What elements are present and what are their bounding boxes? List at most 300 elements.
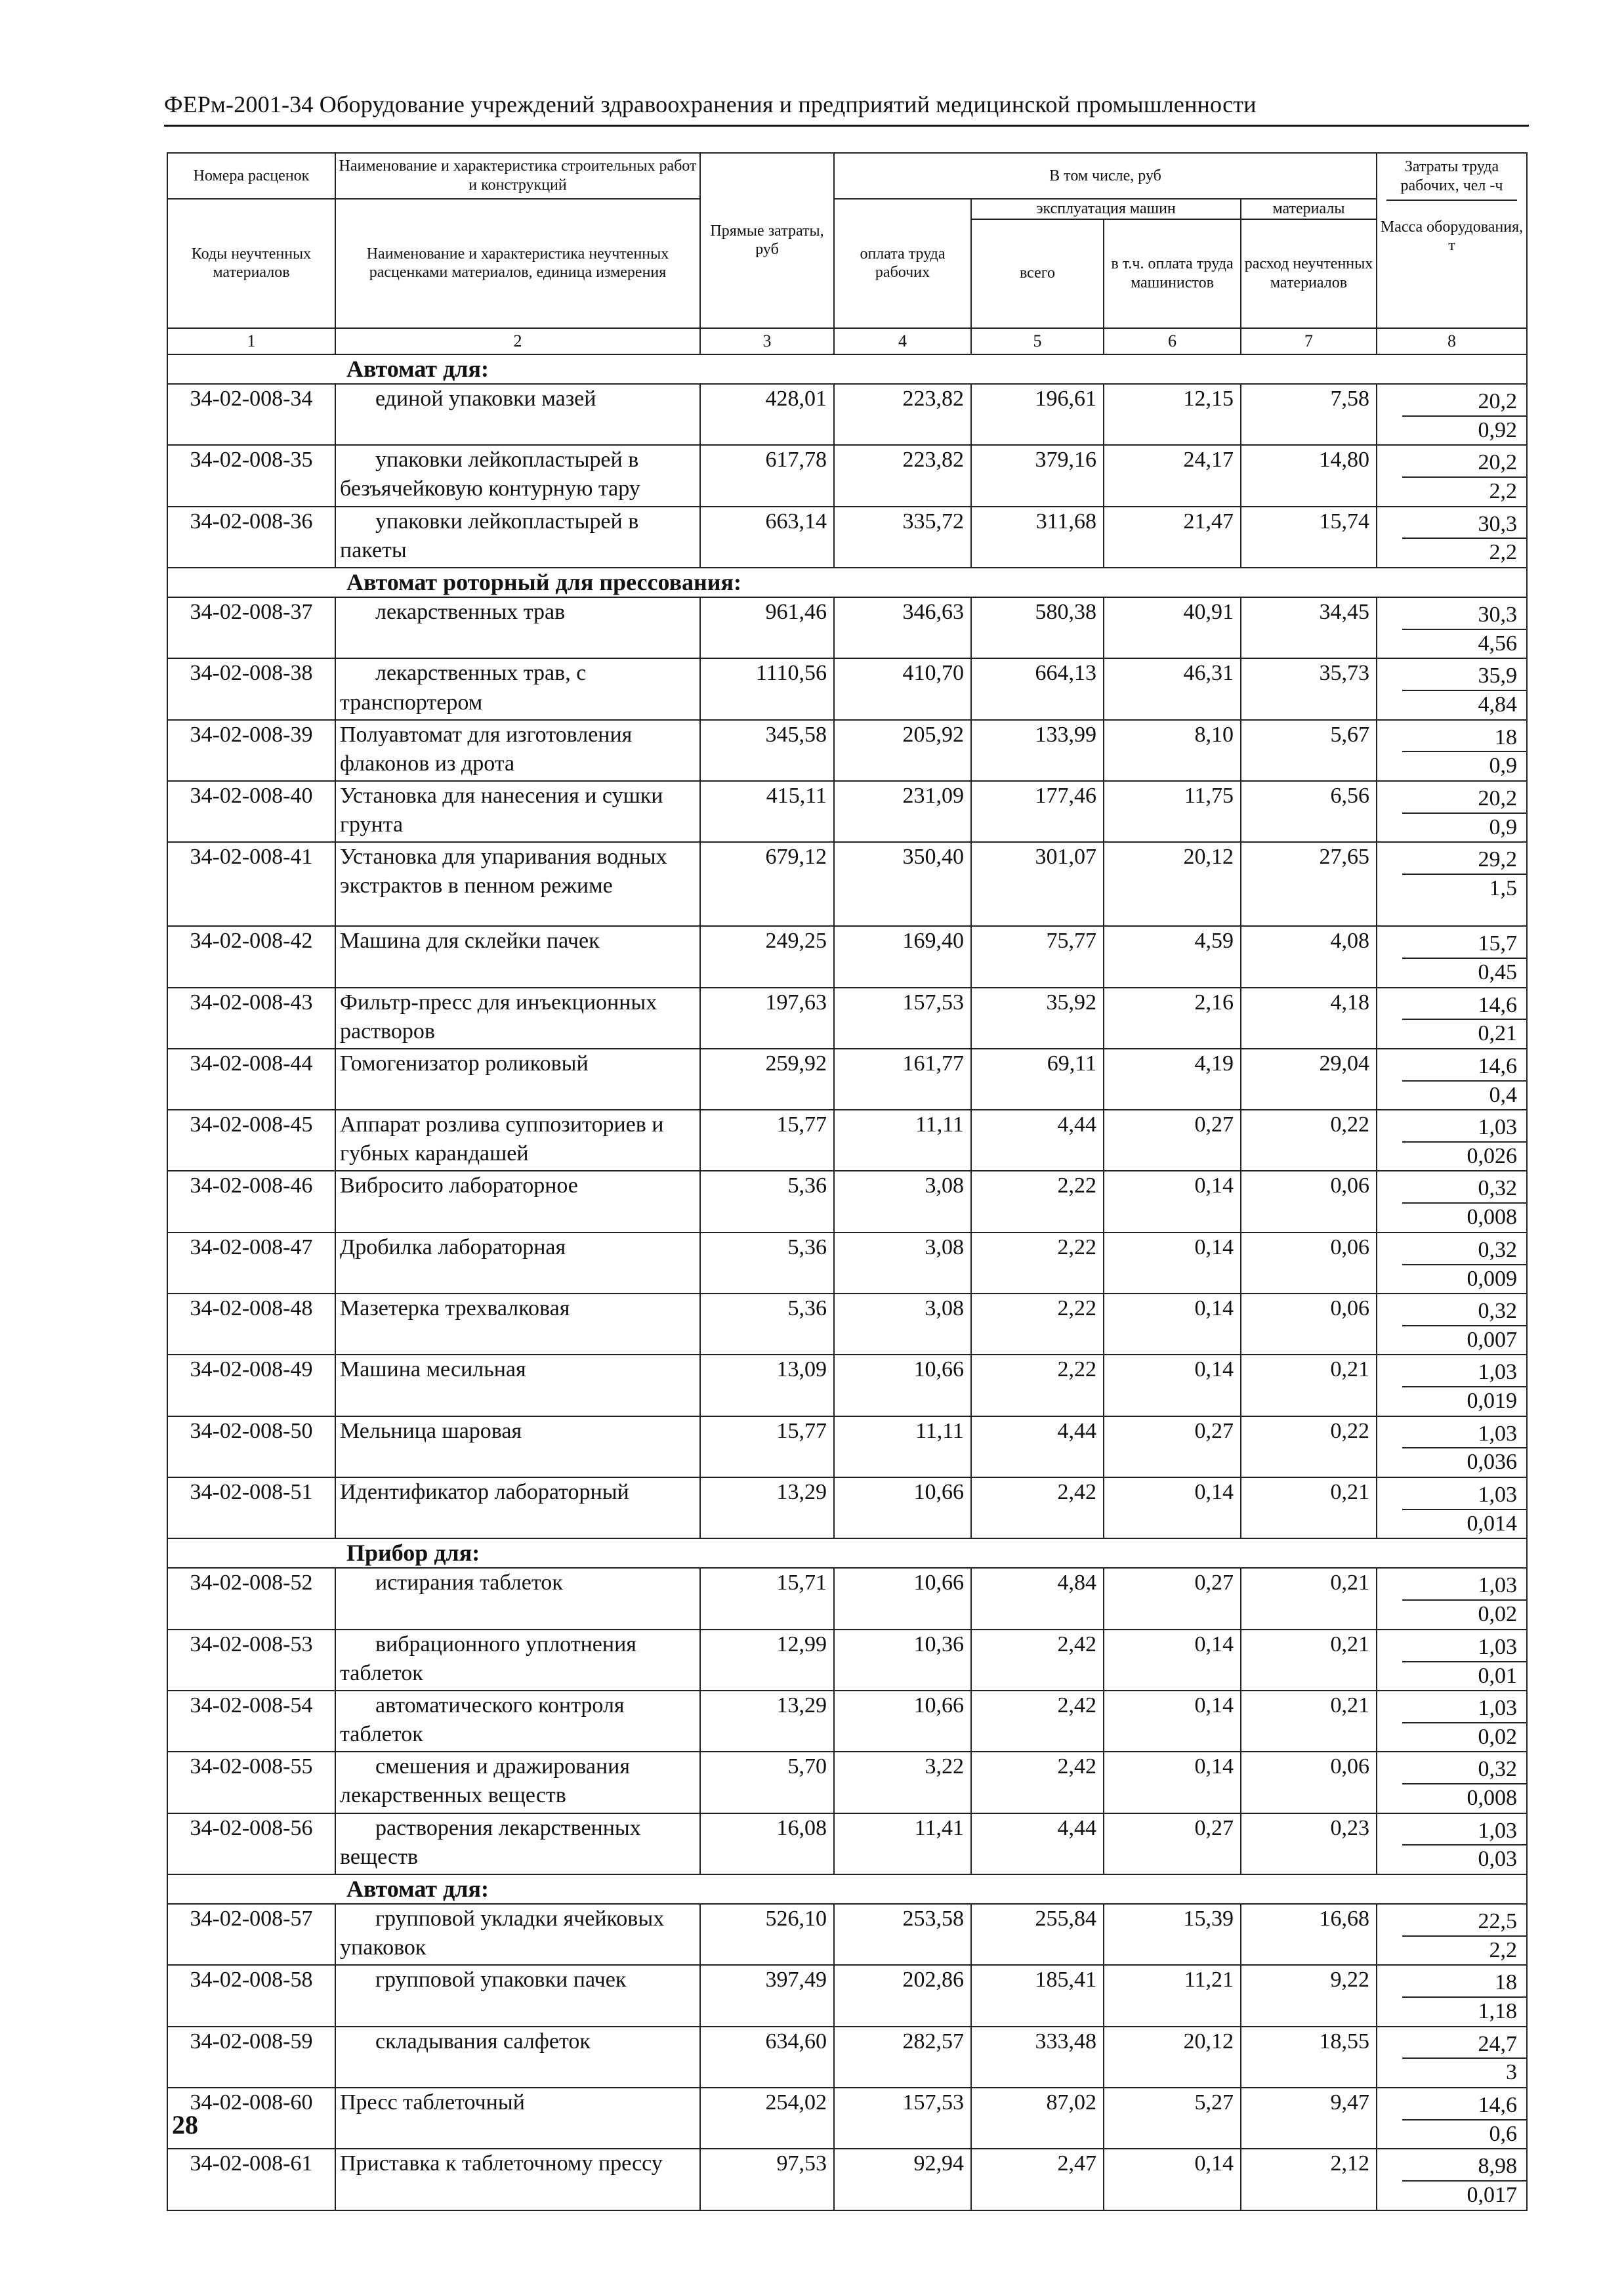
table-row	[167, 597, 1527, 658]
direct-costs: 5,70	[700, 1752, 834, 1813]
direct-costs: 617,78	[700, 445, 834, 506]
rate-code: 34-02-008-50	[167, 1416, 335, 1477]
labor-mass-cell	[1377, 1233, 1527, 1294]
direct-costs: 5,36	[700, 1171, 834, 1232]
machine-total: 75,77	[971, 926, 1104, 987]
machinist-pay: 0,27	[1104, 1568, 1241, 1629]
machinist-pay: 40,91	[1104, 597, 1241, 658]
worker-pay: 231,09	[834, 781, 971, 842]
rate-code: 34-02-008-39	[167, 720, 335, 781]
materials-cost: 27,65	[1241, 842, 1377, 926]
rate-name-text: Приставка к таблеточному прессу	[340, 2151, 663, 2176]
table-body	[167, 354, 1527, 2210]
machinist-pay: 11,75	[1104, 781, 1241, 842]
labor-mass-cell	[1377, 988, 1527, 1049]
machine-total: 2,22	[971, 1355, 1104, 1416]
machinist-pay: 0,14	[1104, 1294, 1241, 1355]
materials-cost: 2,12	[1241, 2149, 1377, 2210]
header-machine-total: всего	[971, 219, 1104, 328]
direct-costs: 197,63	[700, 988, 834, 1049]
rate-code: 34-02-008-56	[167, 1813, 335, 1874]
equipment-mass: 0,92	[1478, 417, 1517, 442]
header-equipment-mass: Масса оборудования, т	[1380, 218, 1524, 255]
labor-costs: 20,2	[1402, 446, 1526, 478]
table-row	[167, 384, 1527, 445]
worker-pay: 157,53	[834, 2088, 971, 2149]
equipment-mass: 0,02	[1478, 1724, 1517, 1749]
worker-pay: 157,53	[834, 988, 971, 1049]
header-material-usage: расход неучтенных материалов	[1241, 219, 1377, 328]
equipment-mass: 0,02	[1478, 1602, 1517, 1627]
table-row	[167, 658, 1527, 719]
direct-costs: 397,49	[700, 1965, 834, 2026]
materials-cost: 0,06	[1241, 1752, 1377, 1813]
materials-cost: 34,45	[1241, 597, 1377, 658]
worker-pay: 10,66	[834, 1355, 971, 1416]
rate-name-text: смешения и дражирования лекарственных веществ	[340, 1754, 630, 1808]
header-machinist-pay: в т.ч. оплата труда машинистов	[1104, 219, 1241, 328]
machine-total: 87,02	[971, 2088, 1104, 2149]
machine-total: 35,92	[971, 988, 1104, 1049]
labor-mass-cell	[1377, 926, 1527, 987]
rate-name	[335, 1691, 700, 1752]
header-materials: материалы	[1241, 199, 1377, 219]
rate-name-text: Пресс таблеточный	[340, 2090, 525, 2115]
worker-pay: 205,92	[834, 720, 971, 781]
equipment-mass: 1,5	[1489, 876, 1517, 901]
rate-code: 34-02-008-60	[167, 2088, 335, 2149]
column-number: 1	[167, 328, 335, 354]
equipment-mass: 3	[1506, 2060, 1517, 2085]
machine-total: 2,42	[971, 1630, 1104, 1691]
worker-pay: 350,40	[834, 842, 971, 926]
equipment-mass: 4,84	[1478, 692, 1517, 717]
direct-costs: 15,77	[700, 1416, 834, 1477]
machinist-pay: 0,14	[1104, 1233, 1241, 1294]
direct-costs: 5,36	[700, 1294, 834, 1355]
worker-pay: 3,08	[834, 1233, 971, 1294]
materials-cost: 0,21	[1241, 1355, 1377, 1416]
direct-costs: 526,10	[700, 1904, 834, 1965]
table-row	[167, 1110, 1527, 1171]
rate-code: 34-02-008-57	[167, 1904, 335, 1965]
materials-cost: 4,08	[1241, 926, 1377, 987]
page-number: 28	[172, 2110, 198, 2140]
direct-costs: 1110,56	[700, 658, 834, 719]
labor-mass-cell	[1377, 1171, 1527, 1232]
materials-cost: 0,21	[1241, 1568, 1377, 1629]
rate-code: 34-02-008-45	[167, 1110, 335, 1171]
materials-cost: 0,23	[1241, 1813, 1377, 1874]
table-row	[167, 1752, 1527, 1813]
worker-pay: 10,66	[834, 1477, 971, 1538]
rate-code: 34-02-008-58	[167, 1965, 335, 2026]
rate-name-text: упаковки лейкопластырей в пакеты	[340, 509, 639, 562]
column-number: 7	[1241, 328, 1377, 354]
rate-code: 34-02-008-51	[167, 1477, 335, 1538]
rate-name	[335, 1477, 700, 1538]
worker-pay: 11,41	[834, 1813, 971, 1874]
section-title: Автомат роторный для прессования:	[167, 568, 1527, 597]
rate-name	[335, 658, 700, 719]
direct-costs: 12,99	[700, 1630, 834, 1691]
machine-total: 185,41	[971, 1965, 1104, 2026]
labor-mass-cell	[1377, 658, 1527, 719]
equipment-mass: 0,014	[1467, 1511, 1517, 1536]
rate-name	[335, 1294, 700, 1355]
header-worker-pay: оплата труда рабочих	[834, 199, 971, 328]
worker-pay: 335,72	[834, 507, 971, 568]
direct-costs: 428,01	[700, 384, 834, 445]
header-direct-costs: Прямые затраты, руб	[700, 153, 834, 328]
materials-cost: 29,04	[1241, 1049, 1377, 1110]
labor-mass-cell	[1377, 507, 1527, 568]
rate-code: 34-02-008-38	[167, 658, 335, 719]
table-row	[167, 445, 1527, 506]
machinist-pay: 0,14	[1104, 2149, 1241, 2210]
labor-costs: 1,03	[1402, 1814, 1526, 1846]
column-number: 2	[335, 328, 700, 354]
rate-name	[335, 445, 700, 506]
labor-mass-cell	[1377, 2088, 1527, 2149]
materials-cost: 5,67	[1241, 720, 1377, 781]
machinist-pay: 0,14	[1104, 1355, 1241, 1416]
labor-costs: 15,7	[1402, 927, 1526, 959]
header-rate-name: Наименование и характеристика строительных работ и конструкций	[335, 153, 700, 199]
rate-name-text: Машина месильная	[340, 1357, 526, 1382]
materials-cost: 9,47	[1241, 2088, 1377, 2149]
rate-name	[335, 507, 700, 568]
materials-cost: 35,73	[1241, 658, 1377, 719]
machine-total: 2,42	[971, 1477, 1104, 1538]
machinist-pay: 0,14	[1104, 1477, 1241, 1538]
rate-name-text: истирания таблеток	[375, 1571, 563, 1595]
labor-mass-cell	[1377, 1691, 1527, 1752]
rate-name-text: Машина для склейки пачек	[340, 929, 600, 954]
rate-code: 34-02-008-47	[167, 1233, 335, 1294]
labor-mass-cell	[1377, 445, 1527, 506]
labor-costs: 20,2	[1402, 385, 1526, 417]
materials-cost: 0,21	[1241, 1630, 1377, 1691]
materials-cost: 18,55	[1241, 2027, 1377, 2088]
direct-costs: 345,58	[700, 720, 834, 781]
column-number: 3	[700, 328, 834, 354]
labor-costs: 1,03	[1402, 1569, 1526, 1601]
machinist-pay: 20,12	[1104, 2027, 1241, 2088]
equipment-mass: 0,03	[1478, 1847, 1517, 1872]
direct-costs: 249,25	[700, 926, 834, 987]
table-row	[167, 1691, 1527, 1752]
rate-name-text: растворения лекарственных веществ	[340, 1815, 641, 1869]
worker-pay: 410,70	[834, 658, 971, 719]
machinist-pay: 4,19	[1104, 1049, 1241, 1110]
table-row	[167, 988, 1527, 1049]
equipment-mass: 0,6	[1489, 2121, 1517, 2146]
machine-total: 196,61	[971, 384, 1104, 445]
machine-total: 379,16	[971, 445, 1104, 506]
equipment-mass: 0,4	[1489, 1082, 1517, 1107]
equipment-mass: 2,2	[1489, 540, 1517, 565]
materials-cost: 15,74	[1241, 507, 1377, 568]
machinist-pay: 11,21	[1104, 1965, 1241, 2026]
rate-name-text: Фильтр-пресс для инъекционных растворов	[340, 990, 657, 1044]
worker-pay: 92,94	[834, 2149, 971, 2210]
machinist-pay: 15,39	[1104, 1904, 1241, 1965]
worker-pay: 169,40	[834, 926, 971, 987]
rate-name-text: вибрационного уплотнения таблеток	[340, 1632, 636, 1685]
machinist-pay: 0,14	[1104, 1752, 1241, 1813]
rate-name	[335, 1049, 700, 1110]
rate-name	[335, 2088, 700, 2149]
machine-total: 4,44	[971, 1416, 1104, 1477]
labor-costs: 1,03	[1402, 1355, 1526, 1387]
table-row	[167, 1416, 1527, 1477]
direct-costs: 259,92	[700, 1049, 834, 1110]
rate-code: 34-02-008-46	[167, 1171, 335, 1232]
labor-mass-cell	[1377, 842, 1527, 926]
section-title: Прибор для:	[167, 1538, 1527, 1568]
table-row	[167, 720, 1527, 781]
table-row	[167, 1233, 1527, 1294]
table-row	[167, 2088, 1527, 2149]
worker-pay: 11,11	[834, 1416, 971, 1477]
worker-pay: 10,66	[834, 1568, 971, 1629]
rate-name	[335, 1965, 700, 2026]
rate-name-text: Мельница шаровая	[340, 1418, 522, 1443]
rate-name	[335, 1568, 700, 1629]
rate-name-text: групповой упаковки пачек	[375, 1968, 627, 1993]
rate-name	[335, 1171, 700, 1232]
rate-name-text: Аппарат розлива суппозиториев и губных карандашей	[340, 1112, 664, 1166]
machine-total: 2,42	[971, 1691, 1104, 1752]
worker-pay: 282,57	[834, 2027, 971, 2088]
labor-costs: 1,03	[1402, 1630, 1526, 1662]
section-row	[167, 568, 1527, 597]
rate-name	[335, 1355, 700, 1416]
labor-costs: 20,2	[1402, 782, 1526, 814]
equipment-mass: 0,009	[1467, 1266, 1517, 1291]
labor-costs: 30,3	[1402, 507, 1526, 539]
column-numbers-row	[167, 328, 1527, 354]
header-labor-mass	[1377, 153, 1527, 328]
machinist-pay: 0,14	[1104, 1630, 1241, 1691]
machinist-pay: 4,59	[1104, 926, 1241, 987]
rate-name	[335, 1752, 700, 1813]
rate-code: 34-02-008-49	[167, 1355, 335, 1416]
rates-table	[167, 152, 1528, 2211]
rate-name-text: Мазетерка трехвалковая	[340, 1296, 570, 1321]
labor-mass-cell	[1377, 781, 1527, 842]
rate-code: 34-02-008-61	[167, 2149, 335, 2210]
labor-costs: 1,03	[1402, 1478, 1526, 1510]
worker-pay: 202,86	[834, 1965, 971, 2026]
labor-costs: 0,32	[1402, 1171, 1526, 1204]
equipment-mass: 0,01	[1478, 1663, 1517, 1688]
labor-costs: 1,03	[1402, 1417, 1526, 1449]
rate-name	[335, 1416, 700, 1477]
column-number: 5	[971, 328, 1104, 354]
equipment-mass: 0,019	[1467, 1389, 1517, 1414]
rate-name-text: лекарственных трав	[375, 600, 566, 625]
materials-cost: 9,22	[1241, 1965, 1377, 2026]
machine-total: 4,44	[971, 1110, 1104, 1171]
labor-mass-cell	[1377, 384, 1527, 445]
table-row	[167, 781, 1527, 842]
machine-total: 2,22	[971, 1171, 1104, 1232]
worker-pay: 10,66	[834, 1691, 971, 1752]
machinist-pay: 21,47	[1104, 507, 1241, 568]
worker-pay: 3,22	[834, 1752, 971, 1813]
labor-costs: 0,32	[1402, 1752, 1526, 1784]
machine-total: 133,99	[971, 720, 1104, 781]
direct-costs: 15,71	[700, 1568, 834, 1629]
header-rate-number: Номера расценок	[167, 153, 335, 199]
equipment-mass: 2,2	[1489, 1937, 1517, 1962]
machinist-pay: 24,17	[1104, 445, 1241, 506]
machinist-pay: 0,14	[1104, 1171, 1241, 1232]
table-row	[167, 2149, 1527, 2210]
rate-name-text: групповой укладки ячейковых упаковок	[340, 1907, 665, 1960]
labor-mass-cell	[1377, 1813, 1527, 1874]
labor-costs: 0,32	[1402, 1233, 1526, 1265]
section-row	[167, 354, 1527, 384]
direct-costs: 13,29	[700, 1477, 834, 1538]
machine-total: 69,11	[971, 1049, 1104, 1110]
machine-total: 4,84	[971, 1568, 1104, 1629]
worker-pay: 10,36	[834, 1630, 971, 1691]
labor-mass-cell	[1377, 1110, 1527, 1171]
machinist-pay: 0,27	[1104, 1416, 1241, 1477]
materials-cost: 7,58	[1241, 384, 1377, 445]
equipment-mass: 0,007	[1467, 1327, 1517, 1352]
table-row	[167, 1813, 1527, 1874]
table-row	[167, 1355, 1527, 1416]
rate-name-text: Гомогенизатор роликовый	[340, 1051, 589, 1076]
column-number: 4	[834, 328, 971, 354]
equipment-mass: 0,45	[1478, 960, 1517, 985]
materials-cost: 0,22	[1241, 1110, 1377, 1171]
rate-name	[335, 1904, 700, 1965]
machine-total: 255,84	[971, 1904, 1104, 1965]
materials-cost: 14,80	[1241, 445, 1377, 506]
labor-costs: 1,03	[1402, 1691, 1526, 1723]
labor-mass-cell	[1377, 1904, 1527, 1965]
rate-name	[335, 384, 700, 445]
labor-costs: 35,9	[1402, 659, 1526, 691]
equipment-mass: 0,9	[1489, 814, 1517, 839]
machinist-pay: 46,31	[1104, 658, 1241, 719]
labor-mass-cell	[1377, 1416, 1527, 1477]
materials-cost: 0,06	[1241, 1294, 1377, 1355]
rate-code: 34-02-008-41	[167, 842, 335, 926]
header-material-names: Наименование и характеристика неучтенных расценками материалов, единица измерения	[335, 199, 700, 328]
direct-costs: 16,08	[700, 1813, 834, 1874]
direct-costs: 415,11	[700, 781, 834, 842]
rate-code: 34-02-008-54	[167, 1691, 335, 1752]
machine-total: 2,22	[971, 1233, 1104, 1294]
rate-name-text: лекарственных трав, с транспортером	[340, 661, 587, 715]
rate-name-text: Дробилка лабораторная	[340, 1234, 566, 1259]
table-row	[167, 842, 1527, 926]
labor-mass-cell	[1377, 1049, 1527, 1110]
equipment-mass: 0,036	[1467, 1450, 1517, 1475]
labor-costs: 14,6	[1402, 1049, 1526, 1082]
header-including: В том числе, руб	[834, 153, 1377, 199]
rate-name	[335, 597, 700, 658]
worker-pay: 223,82	[834, 445, 971, 506]
machine-total: 2,47	[971, 2149, 1104, 2210]
equipment-mass: 0,026	[1467, 1143, 1517, 1168]
table-row	[167, 926, 1527, 987]
machinist-pay: 12,15	[1104, 384, 1241, 445]
rate-code: 34-02-008-42	[167, 926, 335, 987]
direct-costs: 679,12	[700, 842, 834, 926]
machinist-pay: 0,27	[1104, 1813, 1241, 1874]
header-material-codes: Коды неучтенных материалов	[167, 199, 335, 328]
rate-name	[335, 842, 700, 926]
rate-code: 34-02-008-43	[167, 988, 335, 1049]
labor-costs: 0,32	[1402, 1294, 1526, 1326]
labor-mass-cell	[1377, 1568, 1527, 1629]
materials-cost: 0,21	[1241, 1691, 1377, 1752]
machine-total: 301,07	[971, 842, 1104, 926]
rate-name	[335, 781, 700, 842]
rate-name-text: складывания салфеток	[375, 2029, 591, 2054]
rate-code: 34-02-008-48	[167, 1294, 335, 1355]
rate-code: 34-02-008-37	[167, 597, 335, 658]
worker-pay: 3,08	[834, 1171, 971, 1232]
equipment-mass: 0,008	[1467, 1205, 1517, 1230]
labor-costs: 1,03	[1402, 1110, 1526, 1143]
equipment-mass: 4,56	[1478, 631, 1517, 656]
rate-name	[335, 2149, 700, 2210]
labor-costs: 14,6	[1402, 988, 1526, 1021]
materials-cost: 0,06	[1241, 1171, 1377, 1232]
rate-name-text: Идентификатор лабораторный	[340, 1479, 629, 1504]
machinist-pay: 5,27	[1104, 2088, 1241, 2149]
direct-costs: 13,29	[700, 1691, 834, 1752]
rate-code: 34-02-008-53	[167, 1630, 335, 1691]
rate-name-text: Вибросито лабораторное	[340, 1173, 578, 1198]
direct-costs: 97,53	[700, 2149, 834, 2210]
section-row	[167, 1874, 1527, 1904]
rate-name-text: автоматического контроля таблеток	[340, 1693, 625, 1747]
section-row	[167, 1538, 1527, 1568]
equipment-mass: 2,2	[1489, 479, 1517, 504]
worker-pay: 161,77	[834, 1049, 971, 1110]
worker-pay: 346,63	[834, 597, 971, 658]
table-row	[167, 2027, 1527, 2088]
direct-costs: 663,14	[700, 507, 834, 568]
header-machine-operation: эксплуатация машин	[971, 199, 1241, 219]
materials-cost: 0,06	[1241, 1233, 1377, 1294]
machine-total: 580,38	[971, 597, 1104, 658]
table-row	[167, 1477, 1527, 1538]
rate-name-text: Установка для упаривания водных экстрактов в пенном режиме	[340, 845, 667, 898]
materials-cost: 0,21	[1241, 1477, 1377, 1538]
machine-total: 2,42	[971, 1752, 1104, 1813]
direct-costs: 254,02	[700, 2088, 834, 2149]
equipment-mass: 1,18	[1478, 1999, 1517, 2024]
running-header: ФЕРм-2001-34 Оборудование учреждений здравоохранения и предприятий медицинской промышленности	[164, 91, 1257, 117]
rate-name-text: упаковки лейкопластырей в безъячейковую контурную тару	[340, 448, 640, 501]
rate-code: 34-02-008-44	[167, 1049, 335, 1110]
direct-costs: 5,36	[700, 1233, 834, 1294]
machinist-pay: 8,10	[1104, 720, 1241, 781]
equipment-mass: 0,008	[1467, 1786, 1517, 1811]
labor-costs: 22,5	[1402, 1905, 1526, 1937]
table-row	[167, 1568, 1527, 1629]
